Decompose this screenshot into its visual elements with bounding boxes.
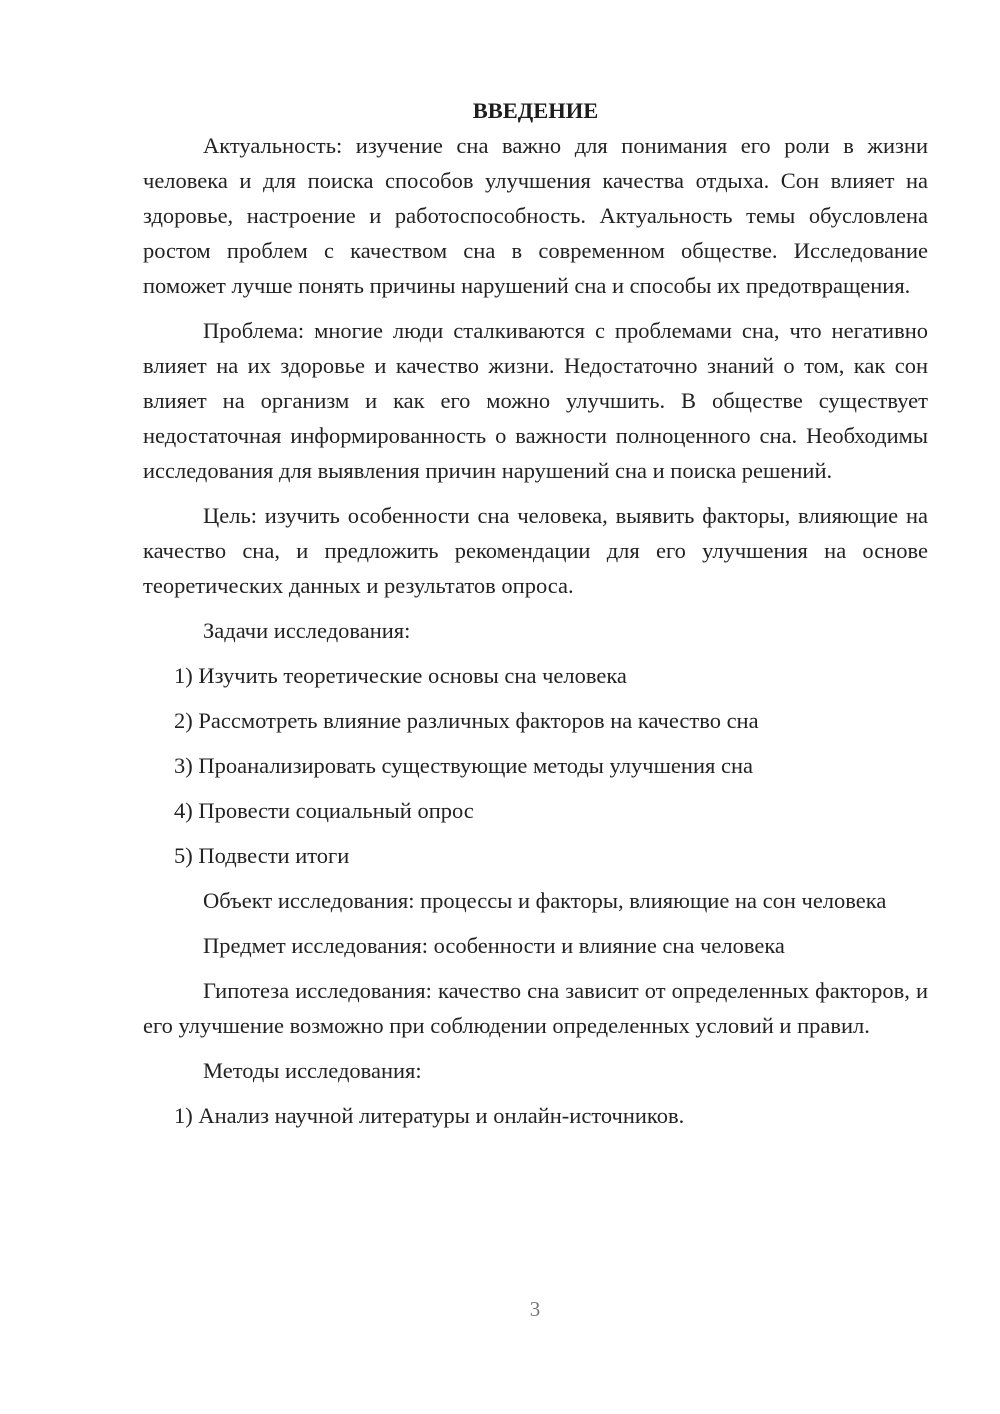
task-item: 3) Проанализировать существующие методы улучшения сна [174,753,753,778]
subject-paragraph: Предмет исследования: особенности и влияние сна человека [203,933,785,958]
object-paragraph: Объект исследования: процессы и факторы, влияющие на сон человека [203,888,887,913]
tasks-label: Задачи исследования: [203,618,411,643]
task-item: 4) Провести социальный опрос [174,798,474,823]
task-item: 5) Подвести итоги [174,843,350,868]
methods-label: Методы исследования: [203,1058,422,1083]
problem-paragraph: Проблема: многие люди сталкиваются с проблемами сна, что негативно влияет на их здоровье и качество жизни. Недостаточно знаний о том, как сон влияет на организм и как его можно улучшить. В обществе существует недостаточная информированность о важности полноценного сна. Необходимы исследования для выявления причин нарушений сна и поиска решений. [143,318,928,483]
task-item: 2) Рассмотреть влияние различных факторов на качество сна [174,708,759,733]
task-item: 1) Изучить теоретические основы сна человека [174,663,627,688]
actuality-paragraph: Актуальность: изучение сна важно для понимания его роли в жизни человека и для поиска способов улучшения качества отдыха. Сон влияет на здоровье, настроение и работоспособность. Актуальность темы обусловлена ростом проблем с качеством сна в современном обществе. Исследование поможет лучше понять причины нарушений сна и способы их предотвращения. [143,133,928,298]
section-heading: ВВЕДЕНИЕ [472,98,599,123]
page-content [143,93,928,1133]
goal-paragraph: Цель: изучить особенности сна человека, выявить факторы, влияющие на качество сна, и предложить рекомендации для его улучшения на основе теоретических данных и результатов опроса. [143,503,928,598]
hypothesis-paragraph: Гипотеза исследования: качество сна зависит от определенных факторов, и его улучшение возможно при соблюдении определенных условий и правил. [143,978,928,1038]
page-number: 3 [529,1297,541,1321]
method-item: 1) Анализ научной литературы и онлайн-источников. [174,1103,685,1128]
